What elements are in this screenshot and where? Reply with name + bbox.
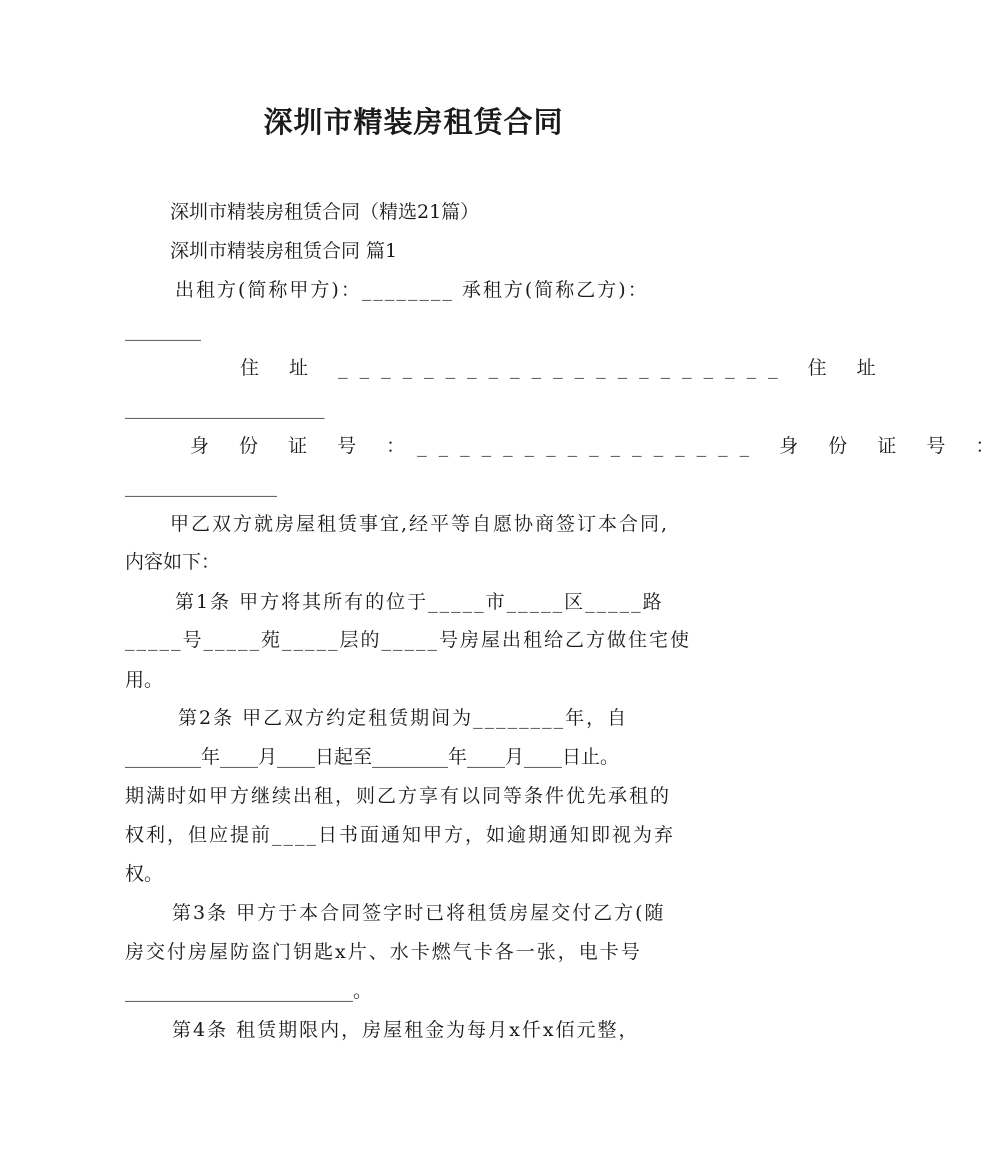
article-3-line: 第3条 甲方于本合同签字时已将租赁房屋交付乙方(随 (172, 902, 666, 924)
article-2-line: 权。 (125, 863, 164, 885)
article-4-line: 第4条 租赁期限内，房屋租金为每月x仟x佰元整， (172, 1019, 640, 1041)
address-line-cont: _____________________ (125, 397, 325, 419)
article-2-line: ________年____月____日起至________年____月____日止。 (125, 746, 620, 768)
address-line: 住 址 _____________________ 住 址 (240, 357, 888, 379)
id-number-line-cont: ________________ (125, 475, 277, 497)
intro-paragraph-line: 甲乙双方就房屋租赁事宜,经平等自愿协商签订本合同, (170, 513, 670, 535)
article-1-line: 第1条 甲方将其所有的位于_____市_____区_____路 (175, 591, 664, 613)
document-title: 深圳市精装房租赁合同 (263, 105, 564, 139)
party-names-line-cont: ________ (125, 319, 201, 341)
article-2-line: 权利，但应提前____日书面通知甲方，如逾期通知即视为弃 (125, 824, 676, 846)
article-1-line: _____号_____苑_____层的_____号房屋出租给乙方做住宅使 (125, 629, 692, 651)
article-3-line: ________________________。 (125, 980, 373, 1002)
article-2-line: 第2条 甲乙双方约定租赁期间为________年，自 (178, 707, 629, 729)
party-names-line: 出租方(简称甲方)：________ 承租方(简称乙方)： (175, 279, 649, 301)
article-1-line: 用。 (125, 669, 164, 691)
section-heading: 深圳市精装房租赁合同 篇1 (170, 240, 398, 262)
article-2-line: 期满时如甲方继续出租，则乙方享有以同等条件优先承租的 (125, 785, 672, 807)
subtitle-line: 深圳市精装房租赁合同（精选21篇） (170, 201, 480, 223)
intro-paragraph-line: 内容如下： (125, 551, 221, 573)
article-3-line: 房交付房屋防盗门钥匙x片、水卡燃气卡各一张，电卡号 (125, 941, 642, 963)
id-number-line: 身 份 证 号 ：________________ 身 份 证 号 ： (190, 435, 1006, 457)
